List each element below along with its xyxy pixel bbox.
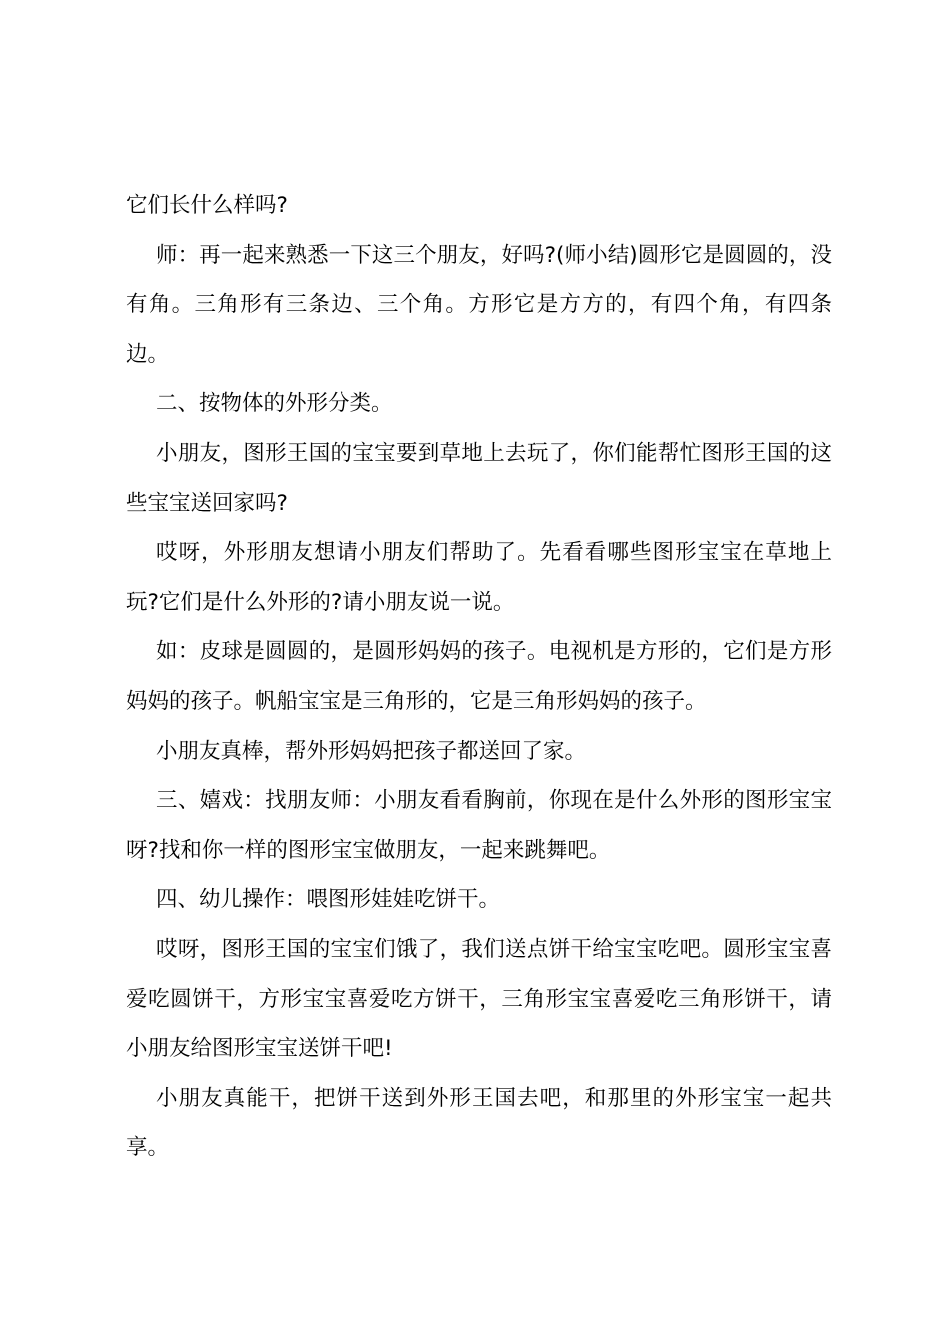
section-heading: 三、嬉戏：找朋友师：小朋友看看胸前，你现在是什么外形的图形宝宝呀?找和你一样的图形宝宝做朋友，一起来跳舞吧。 [126, 788, 832, 863]
paragraph: 小朋友真能干，把饼干送到外形王国去吧，和那里的外形宝宝一起共享。 [126, 1085, 832, 1161]
section-heading: 二、按物体的外形分类。 [156, 391, 393, 417]
document-body [126, 181, 832, 1173]
paragraph: 师：再一起来熟悉一下这三个朋友，好吗?(师小结)圆形它是圆圆的，没有角。三角形有三条边、三个角。方形它是方方的，有四个角，有四条边。 [126, 242, 832, 367]
paragraph: 小朋友真棒，帮外形妈妈把孩子都送回了家。 [156, 738, 587, 764]
paragraph: 小朋友，图形王国的宝宝要到草地上去玩了，你们能帮忙图形王国的这些宝宝送回家吗? [126, 440, 832, 516]
paragraph: 哎呀，外形朋友想请小朋友们帮助了。先看看哪些图形宝宝在草地上玩?它们是什么外形的?请小朋友说一说。 [126, 540, 832, 615]
section-heading: 四、幼儿操作：喂图形娃娃吃饼干。 [156, 887, 501, 913]
paragraph: 哎呀，图形王国的宝宝们饿了，我们送点饼干给宝宝吃吧。圆形宝宝喜爱吃圆饼干，方形宝宝喜爱吃方饼干，三角形宝宝喜爱吃三角形饼干，请小朋友给图形宝宝送饼干吧! [126, 936, 832, 1062]
paragraph: 如：皮球是圆圆的，是圆形妈妈的孩子。电视机是方形的，它们是方形妈妈的孩子。帆船宝宝是三角形的，它是三角形妈妈的孩子。 [126, 639, 832, 714]
paragraph: 它们长什么样吗? [126, 193, 288, 218]
